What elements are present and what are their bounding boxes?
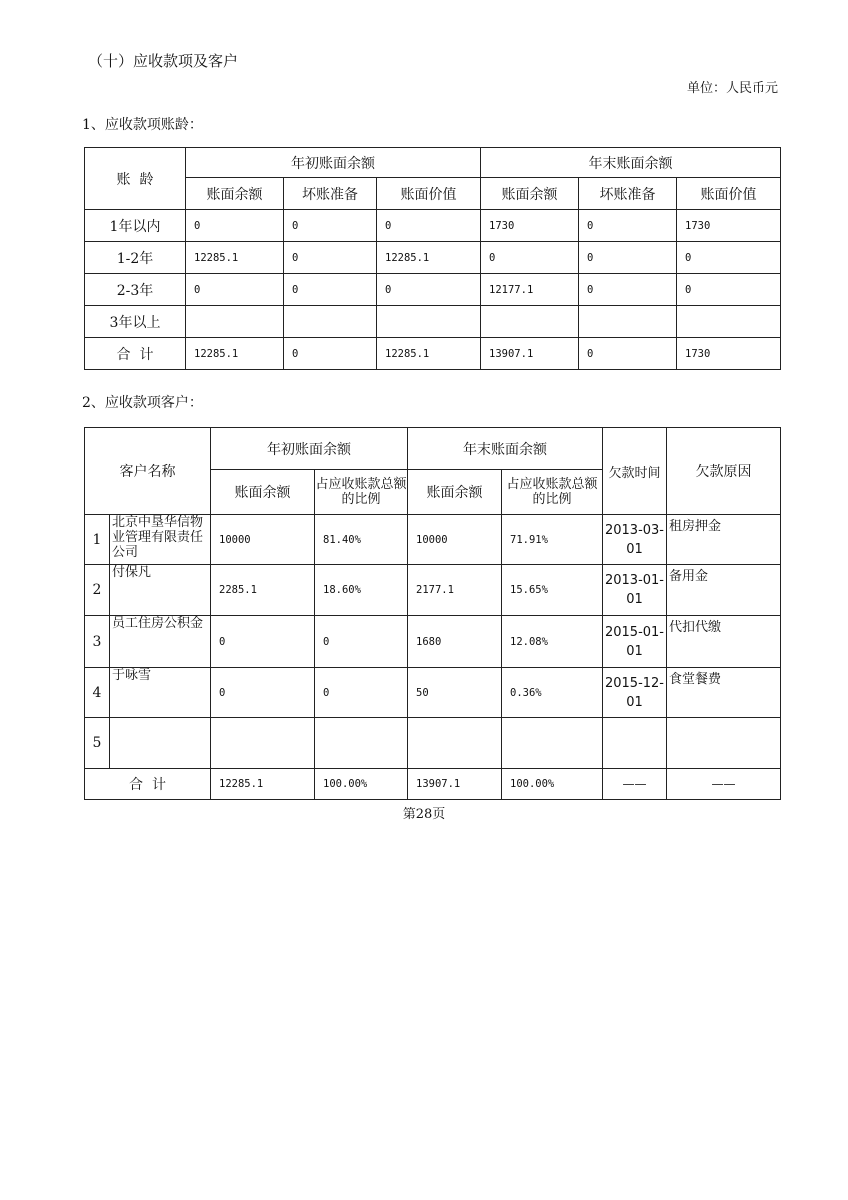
col-header: 坏账准备 (579, 178, 677, 210)
table-row (85, 210, 781, 242)
cell: 1680 (408, 616, 502, 668)
debt-reason: 备用金 (667, 565, 781, 616)
col-header: 账面余额 (211, 470, 315, 515)
row-number: 3 (85, 616, 110, 668)
table-row (85, 565, 781, 616)
col-header: 坏账准备 (284, 178, 377, 210)
cell: 0 (579, 338, 677, 370)
cell: 0 (284, 242, 377, 274)
cell: 0 (186, 274, 284, 306)
group-end-header: 年末账面余额 (408, 428, 603, 470)
total-row (85, 769, 781, 800)
cell (315, 718, 408, 769)
cell: 0 (677, 274, 781, 306)
cell: 71.91% (502, 515, 603, 565)
customer-name: 付保凡 (110, 565, 211, 616)
cell: 0.36% (502, 668, 603, 718)
cell: 12285.1 (377, 338, 481, 370)
total-label: 合 计 (85, 769, 211, 800)
col-header: 账面价值 (677, 178, 781, 210)
aging-table (84, 147, 781, 370)
table-row (85, 718, 781, 769)
debt-date: 2013-01-01 (603, 565, 667, 616)
customer-name (110, 718, 211, 769)
cell: 12285.1 (186, 242, 284, 274)
cell: 1730 (677, 338, 781, 370)
cell: 81.40% (315, 515, 408, 565)
age-header: 账 龄 (85, 148, 186, 210)
cell: 0 (284, 338, 377, 370)
table-row (85, 274, 781, 306)
col-header: 账面余额 (408, 470, 502, 515)
page-number: 第28页 (402, 807, 446, 822)
table-row (85, 242, 781, 274)
cell: 100.00% (502, 769, 603, 800)
cell: 100.00% (315, 769, 408, 800)
cell: 0 (186, 210, 284, 242)
cell (677, 306, 781, 338)
cell: 50 (408, 668, 502, 718)
total-reason: —— (667, 769, 781, 800)
customer-name: 于咏雪 (110, 668, 211, 718)
cell: 0 (579, 274, 677, 306)
cell (377, 306, 481, 338)
cell: 0 (377, 274, 481, 306)
col-header: 占应收账款总额的比例 (315, 470, 408, 515)
customer-name: 员工住房公积金 (110, 616, 211, 668)
time-header: 欠款时间 (603, 428, 667, 515)
table-row (85, 306, 781, 338)
row-label: 2-3年 (85, 274, 186, 306)
cell: 0 (315, 616, 408, 668)
cell: 13907.1 (481, 338, 579, 370)
debt-date (603, 718, 667, 769)
cell: 12.08% (502, 616, 603, 668)
debt-reason: 租房押金 (667, 515, 781, 565)
group-begin-header: 年初账面余额 (186, 148, 481, 178)
group-begin-header: 年初账面余额 (211, 428, 408, 470)
debt-reason: 食堂餐费 (667, 668, 781, 718)
cell (481, 306, 579, 338)
currency-unit: 单位：人民币元 (686, 81, 778, 96)
cell: 0 (211, 616, 315, 668)
cell: 12285.1 (211, 769, 315, 800)
cell: 0 (677, 242, 781, 274)
cell: 0 (315, 668, 408, 718)
reason-header: 欠款原因 (667, 428, 781, 515)
cell: 1730 (677, 210, 781, 242)
cell (408, 718, 502, 769)
cell: 15.65% (502, 565, 603, 616)
row-number: 4 (85, 668, 110, 718)
total-row (85, 338, 781, 370)
debt-reason (667, 718, 781, 769)
row-label: 合 计 (85, 338, 186, 370)
total-time: —— (603, 769, 667, 800)
cell (502, 718, 603, 769)
cell: 0 (481, 242, 579, 274)
debt-date: 2013-03-01 (603, 515, 667, 565)
cell: 12177.1 (481, 274, 579, 306)
table-row (85, 616, 781, 668)
col-header: 账面余额 (481, 178, 579, 210)
cell: 0 (377, 210, 481, 242)
cell: 10000 (211, 515, 315, 565)
cell: 0 (211, 668, 315, 718)
cell: 1730 (481, 210, 579, 242)
cell: 10000 (408, 515, 502, 565)
cell: 0 (579, 242, 677, 274)
cell: 13907.1 (408, 769, 502, 800)
debt-date: 2015-12-01 (603, 668, 667, 718)
table-row (85, 668, 781, 718)
row-number: 2 (85, 565, 110, 616)
debt-reason: 代扣代缴 (667, 616, 781, 668)
cell (579, 306, 677, 338)
customers-table (84, 427, 781, 800)
cell (186, 306, 284, 338)
name-header: 客户名称 (85, 428, 211, 515)
cell: 12285.1 (377, 242, 481, 274)
customers-subtitle: 2、应收款项客户： (82, 395, 203, 411)
cell: 0 (284, 210, 377, 242)
row-label: 3年以上 (85, 306, 186, 338)
cell: 0 (284, 274, 377, 306)
cell: 0 (579, 210, 677, 242)
cell: 18.60% (315, 565, 408, 616)
cell: 12285.1 (186, 338, 284, 370)
cell: 2285.1 (211, 565, 315, 616)
row-number: 1 (85, 515, 110, 565)
row-label: 1年以内 (85, 210, 186, 242)
cell: 2177.1 (408, 565, 502, 616)
col-header: 账面价值 (377, 178, 481, 210)
section-title: （十）应收款项及客户 (88, 52, 239, 70)
customer-name: 北京中垦华信物业管理有限责任公司 (110, 515, 211, 565)
row-number: 5 (85, 718, 110, 769)
aging-subtitle: 1、应收款项账龄： (82, 117, 203, 133)
group-end-header: 年末账面余额 (481, 148, 781, 178)
col-header: 占应收账款总额的比例 (502, 470, 603, 515)
table-row (85, 515, 781, 565)
col-header: 账面余额 (186, 178, 284, 210)
row-label: 1-2年 (85, 242, 186, 274)
cell (211, 718, 315, 769)
cell (284, 306, 377, 338)
debt-date: 2015-01-01 (603, 616, 667, 668)
